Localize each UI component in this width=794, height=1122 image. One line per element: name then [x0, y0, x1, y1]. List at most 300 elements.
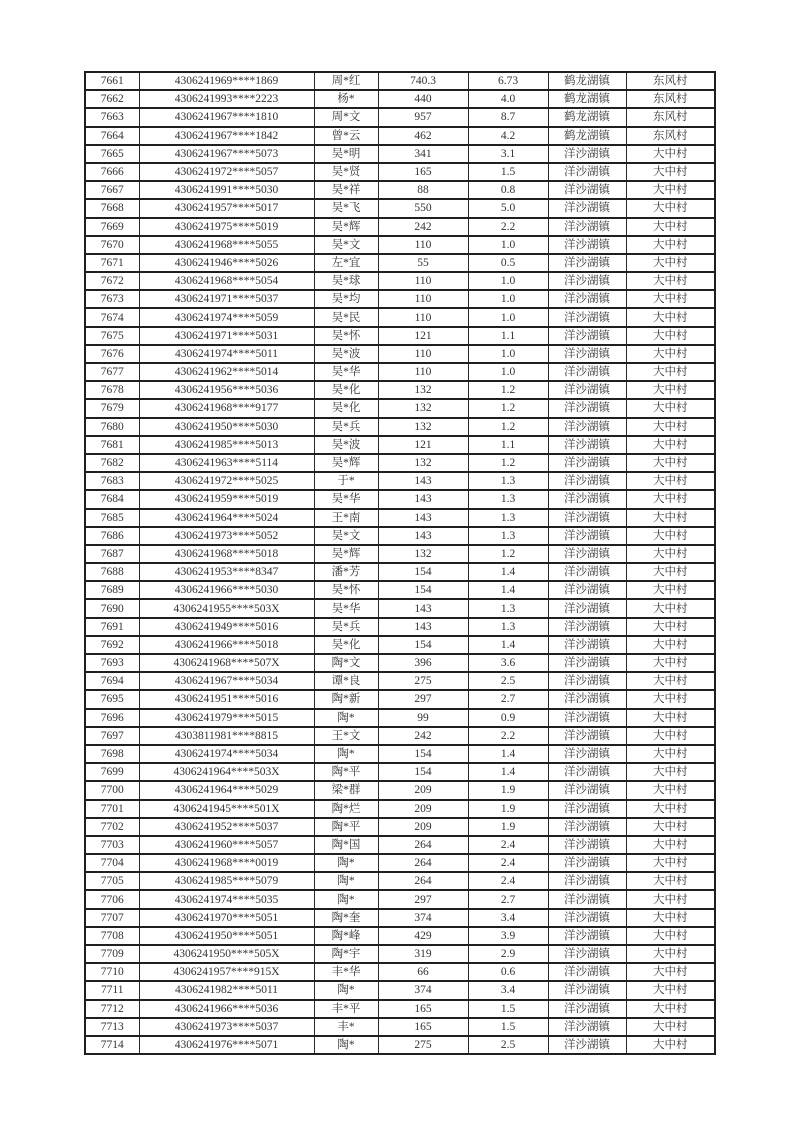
- cell-amount: 8.7: [468, 108, 548, 126]
- cell-town: 鹤龙湖镇: [548, 108, 626, 126]
- cell-town: 洋沙湖镇: [548, 654, 626, 672]
- cell-town: 洋沙湖镇: [548, 581, 626, 599]
- cell-name: 周*文: [314, 108, 378, 126]
- cell-village: 大中村: [626, 454, 715, 472]
- cell-id: 4306241972****5057: [139, 163, 314, 181]
- cell-area: 154: [378, 636, 468, 654]
- cell-area: 957: [378, 108, 468, 126]
- cell-id: 4306241966****5030: [139, 581, 314, 599]
- cell-area: 121: [378, 327, 468, 345]
- cell-id: 4306241971****5037: [139, 290, 314, 308]
- cell-town: 洋沙湖镇: [548, 363, 626, 381]
- cell-serial: 7710: [85, 963, 139, 981]
- cell-amount: 1.9: [468, 781, 548, 799]
- cell-serial: 7711: [85, 981, 139, 999]
- table-row: [85, 490, 715, 508]
- cell-serial: 7672: [85, 272, 139, 290]
- cell-serial: 7700: [85, 781, 139, 799]
- table-row: [85, 145, 715, 163]
- cell-serial: 7696: [85, 709, 139, 727]
- cell-village: 大中村: [626, 909, 715, 927]
- cell-area: 88: [378, 181, 468, 199]
- cell-amount: 1.0: [468, 345, 548, 363]
- cell-amount: 1.2: [468, 399, 548, 417]
- cell-town: 洋沙湖镇: [548, 1036, 626, 1054]
- cell-serial: 7687: [85, 545, 139, 563]
- cell-id: 4306241959****5019: [139, 490, 314, 508]
- table-row: [85, 581, 715, 599]
- cell-amount: 1.4: [468, 563, 548, 581]
- cell-amount: 3.6: [468, 654, 548, 672]
- cell-area: 110: [378, 236, 468, 254]
- cell-serial: 7663: [85, 108, 139, 126]
- table-row: [85, 963, 715, 981]
- cell-town: 洋沙湖镇: [548, 254, 626, 272]
- cell-town: 洋沙湖镇: [548, 618, 626, 636]
- cell-name: 吴*华: [314, 490, 378, 508]
- cell-town: 洋沙湖镇: [548, 636, 626, 654]
- cell-town: 洋沙湖镇: [548, 545, 626, 563]
- cell-serial: 7701: [85, 800, 139, 818]
- cell-area: 429: [378, 927, 468, 945]
- cell-town: 洋沙湖镇: [548, 836, 626, 854]
- cell-name: 丰*: [314, 1018, 378, 1036]
- cell-amount: 1.3: [468, 509, 548, 527]
- cell-name: 周*红: [314, 72, 378, 90]
- table-row: [85, 1018, 715, 1036]
- cell-amount: 1.3: [468, 618, 548, 636]
- cell-id: 4306241975****5019: [139, 218, 314, 236]
- cell-town: 洋沙湖镇: [548, 199, 626, 217]
- cell-id: 4306241956****5036: [139, 381, 314, 399]
- cell-amount: 1.5: [468, 1000, 548, 1018]
- cell-id: 4306241966****5036: [139, 1000, 314, 1018]
- cell-amount: 2.5: [468, 1036, 548, 1054]
- cell-village: 大中村: [626, 418, 715, 436]
- cell-serial: 7694: [85, 672, 139, 690]
- cell-amount: 1.4: [468, 636, 548, 654]
- table-row: [85, 72, 715, 90]
- table-row: [85, 345, 715, 363]
- cell-village: 大中村: [626, 399, 715, 417]
- cell-serial: 7665: [85, 145, 139, 163]
- cell-serial: 7699: [85, 763, 139, 781]
- table-row: [85, 672, 715, 690]
- cell-serial: 7669: [85, 218, 139, 236]
- cell-town: 洋沙湖镇: [548, 1018, 626, 1036]
- cell-amount: 3.9: [468, 927, 548, 945]
- cell-name: 王*文: [314, 727, 378, 745]
- cell-area: 143: [378, 599, 468, 617]
- cell-town: 鹤龙湖镇: [548, 90, 626, 108]
- cell-name: 陶*国: [314, 836, 378, 854]
- cell-id: 4306241950****5051: [139, 927, 314, 945]
- cell-name: 吴*怀: [314, 327, 378, 345]
- cell-town: 洋沙湖镇: [548, 818, 626, 836]
- cell-town: 洋沙湖镇: [548, 672, 626, 690]
- cell-amount: 2.4: [468, 854, 548, 872]
- cell-amount: 2.5: [468, 672, 548, 690]
- cell-id: 4306241971****5031: [139, 327, 314, 345]
- cell-amount: 3.4: [468, 981, 548, 999]
- cell-village: 大中村: [626, 436, 715, 454]
- cell-area: 165: [378, 163, 468, 181]
- cell-serial: 7666: [85, 163, 139, 181]
- cell-name: 吴*均: [314, 290, 378, 308]
- cell-town: 洋沙湖镇: [548, 327, 626, 345]
- cell-village: 大中村: [626, 618, 715, 636]
- cell-id: 4306241993****2223: [139, 90, 314, 108]
- cell-area: 132: [378, 418, 468, 436]
- cell-serial: 7689: [85, 581, 139, 599]
- cell-amount: 6.73: [468, 72, 548, 90]
- cell-village: 东风村: [626, 90, 715, 108]
- cell-area: 242: [378, 727, 468, 745]
- cell-name: 陶*: [314, 709, 378, 727]
- cell-name: 陶*文: [314, 654, 378, 672]
- cell-town: 洋沙湖镇: [548, 509, 626, 527]
- table-row: [85, 90, 715, 108]
- cell-serial: 7695: [85, 690, 139, 708]
- cell-id: 4306241972****5025: [139, 472, 314, 490]
- cell-village: 大中村: [626, 527, 715, 545]
- cell-town: 洋沙湖镇: [548, 145, 626, 163]
- table-row: [85, 399, 715, 417]
- cell-amount: 4.0: [468, 90, 548, 108]
- cell-area: 55: [378, 254, 468, 272]
- cell-name: 丰*华: [314, 963, 378, 981]
- cell-serial: 7703: [85, 836, 139, 854]
- table-row: [85, 472, 715, 490]
- cell-name: 吴*兵: [314, 418, 378, 436]
- cell-id: 4306241963****5114: [139, 454, 314, 472]
- cell-town: 洋沙湖镇: [548, 290, 626, 308]
- table-row: [85, 308, 715, 326]
- cell-town: 洋沙湖镇: [548, 563, 626, 581]
- cell-amount: 0.9: [468, 709, 548, 727]
- cell-name: 陶*峰: [314, 927, 378, 945]
- cell-village: 大中村: [626, 1018, 715, 1036]
- cell-serial: 7704: [85, 854, 139, 872]
- cell-town: 洋沙湖镇: [548, 909, 626, 927]
- cell-area: 121: [378, 436, 468, 454]
- cell-village: 大中村: [626, 290, 715, 308]
- cell-village: 大中村: [626, 199, 715, 217]
- table-row: [85, 836, 715, 854]
- cell-amount: 5.0: [468, 199, 548, 217]
- table-row: [85, 236, 715, 254]
- cell-amount: 0.8: [468, 181, 548, 199]
- cell-area: 132: [378, 545, 468, 563]
- cell-town: 洋沙湖镇: [548, 236, 626, 254]
- cell-id: 4306241974****5059: [139, 308, 314, 326]
- cell-town: 洋沙湖镇: [548, 454, 626, 472]
- cell-village: 大中村: [626, 163, 715, 181]
- cell-town: 洋沙湖镇: [548, 981, 626, 999]
- cell-village: 大中村: [626, 363, 715, 381]
- cell-id: 4306241957****915X: [139, 963, 314, 981]
- cell-name: 吴*化: [314, 381, 378, 399]
- cell-serial: 7702: [85, 818, 139, 836]
- table-row: [85, 454, 715, 472]
- table-row: [85, 981, 715, 999]
- cell-amount: 1.3: [468, 472, 548, 490]
- cell-name: 吴*明: [314, 145, 378, 163]
- cell-village: 东风村: [626, 127, 715, 145]
- cell-name: 吴*球: [314, 272, 378, 290]
- cell-id: 4306241957****5017: [139, 199, 314, 217]
- cell-village: 大中村: [626, 1036, 715, 1054]
- cell-area: 297: [378, 690, 468, 708]
- table-row: [85, 618, 715, 636]
- cell-village: 大中村: [626, 327, 715, 345]
- cell-amount: 1.1: [468, 436, 548, 454]
- cell-village: 大中村: [626, 781, 715, 799]
- cell-amount: 1.3: [468, 527, 548, 545]
- cell-id: 4306241964****5024: [139, 509, 314, 527]
- cell-area: 66: [378, 963, 468, 981]
- cell-id: 4306241974****5011: [139, 345, 314, 363]
- cell-town: 洋沙湖镇: [548, 399, 626, 417]
- table-row: [85, 599, 715, 617]
- cell-town: 洋沙湖镇: [548, 1000, 626, 1018]
- cell-name: 吴*文: [314, 236, 378, 254]
- cell-village: 大中村: [626, 490, 715, 508]
- cell-name: 陶*平: [314, 818, 378, 836]
- cell-town: 洋沙湖镇: [548, 490, 626, 508]
- cell-village: 大中村: [626, 763, 715, 781]
- cell-amount: 0.5: [468, 254, 548, 272]
- cell-area: 110: [378, 345, 468, 363]
- cell-name: 吴*飞: [314, 199, 378, 217]
- cell-amount: 1.0: [468, 363, 548, 381]
- cell-town: 洋沙湖镇: [548, 963, 626, 981]
- cell-area: 550: [378, 199, 468, 217]
- table-row: [85, 763, 715, 781]
- cell-village: 大中村: [626, 672, 715, 690]
- cell-amount: 1.2: [468, 545, 548, 563]
- cell-id: 4306241973****5052: [139, 527, 314, 545]
- cell-village: 大中村: [626, 581, 715, 599]
- cell-town: 洋沙湖镇: [548, 436, 626, 454]
- cell-name: 陶*: [314, 745, 378, 763]
- cell-area: 110: [378, 363, 468, 381]
- cell-amount: 1.4: [468, 763, 548, 781]
- cell-area: 110: [378, 308, 468, 326]
- table-row: [85, 127, 715, 145]
- cell-name: 陶*烂: [314, 800, 378, 818]
- cell-village: 大中村: [626, 381, 715, 399]
- table-row: [85, 1036, 715, 1054]
- cell-serial: 7697: [85, 727, 139, 745]
- cell-amount: 2.2: [468, 218, 548, 236]
- cell-area: 264: [378, 872, 468, 890]
- cell-area: 110: [378, 272, 468, 290]
- cell-amount: 2.9: [468, 945, 548, 963]
- table-row: [85, 909, 715, 927]
- cell-serial: 7681: [85, 436, 139, 454]
- cell-serial: 7714: [85, 1036, 139, 1054]
- cell-id: 4306241968****9177: [139, 399, 314, 417]
- cell-id: 4306241976****5071: [139, 1036, 314, 1054]
- cell-id: 4306241952****5037: [139, 818, 314, 836]
- cell-amount: 1.2: [468, 454, 548, 472]
- cell-town: 洋沙湖镇: [548, 527, 626, 545]
- cell-serial: 7685: [85, 509, 139, 527]
- cell-serial: 7688: [85, 563, 139, 581]
- cell-village: 大中村: [626, 981, 715, 999]
- cell-name: 于*: [314, 472, 378, 490]
- table-row: [85, 563, 715, 581]
- cell-village: 大中村: [626, 654, 715, 672]
- cell-name: 吴*贤: [314, 163, 378, 181]
- cell-village: 大中村: [626, 927, 715, 945]
- cell-id: 4306241964****503X: [139, 763, 314, 781]
- cell-area: 264: [378, 836, 468, 854]
- cell-id: 4306241973****5037: [139, 1018, 314, 1036]
- cell-village: 大中村: [626, 818, 715, 836]
- table-row: [85, 927, 715, 945]
- cell-serial: 7679: [85, 399, 139, 417]
- cell-serial: 7684: [85, 490, 139, 508]
- cell-amount: 4.2: [468, 127, 548, 145]
- table-row: [85, 436, 715, 454]
- cell-serial: 7709: [85, 945, 139, 963]
- cell-area: 242: [378, 218, 468, 236]
- cell-name: 陶*: [314, 854, 378, 872]
- cell-name: 曾*云: [314, 127, 378, 145]
- table-row: [85, 872, 715, 890]
- table-row: [85, 781, 715, 799]
- cell-id: 4306241953****8347: [139, 563, 314, 581]
- cell-amount: 1.4: [468, 581, 548, 599]
- cell-serial: 7673: [85, 290, 139, 308]
- cell-name: 吴*化: [314, 399, 378, 417]
- cell-village: 大中村: [626, 145, 715, 163]
- cell-serial: 7675: [85, 327, 139, 345]
- cell-village: 大中村: [626, 636, 715, 654]
- cell-amount: 1.0: [468, 308, 548, 326]
- cell-serial: 7686: [85, 527, 139, 545]
- cell-amount: 1.2: [468, 418, 548, 436]
- cell-town: 鹤龙湖镇: [548, 72, 626, 90]
- cell-serial: 7671: [85, 254, 139, 272]
- table-row: [85, 690, 715, 708]
- cell-serial: 7682: [85, 454, 139, 472]
- cell-id: 4306241945****501X: [139, 800, 314, 818]
- cell-area: 154: [378, 763, 468, 781]
- table-row: [85, 272, 715, 290]
- table-row: [85, 527, 715, 545]
- cell-serial: 7674: [85, 308, 139, 326]
- cell-town: 洋沙湖镇: [548, 854, 626, 872]
- cell-serial: 7677: [85, 363, 139, 381]
- cell-name: 潘*芳: [314, 563, 378, 581]
- table-row: [85, 1000, 715, 1018]
- cell-name: 吴*辉: [314, 218, 378, 236]
- cell-town: 洋沙湖镇: [548, 927, 626, 945]
- cell-town: 洋沙湖镇: [548, 599, 626, 617]
- cell-name: 谭*良: [314, 672, 378, 690]
- cell-id: 4306241964****5029: [139, 781, 314, 799]
- cell-village: 大中村: [626, 727, 715, 745]
- cell-area: 440: [378, 90, 468, 108]
- cell-name: 左*宜: [314, 254, 378, 272]
- data-table: [84, 71, 716, 1055]
- cell-id: 4306241967****1810: [139, 108, 314, 126]
- cell-name: 陶*新: [314, 690, 378, 708]
- cell-amount: 2.7: [468, 690, 548, 708]
- cell-area: 275: [378, 672, 468, 690]
- cell-id: 4306241967****1842: [139, 127, 314, 145]
- cell-serial: 7708: [85, 927, 139, 945]
- cell-id: 4306241967****5073: [139, 145, 314, 163]
- cell-serial: 7662: [85, 90, 139, 108]
- cell-town: 洋沙湖镇: [548, 890, 626, 908]
- cell-amount: 3.4: [468, 909, 548, 927]
- table-row: [85, 218, 715, 236]
- table-row: [85, 545, 715, 563]
- table-row: [85, 509, 715, 527]
- cell-id: 4306241946****5026: [139, 254, 314, 272]
- cell-town: 洋沙湖镇: [548, 745, 626, 763]
- cell-id: 4306241974****5035: [139, 890, 314, 908]
- cell-id: 4306241967****5034: [139, 672, 314, 690]
- cell-area: 143: [378, 527, 468, 545]
- cell-id: 4303811981****8815: [139, 727, 314, 745]
- cell-town: 洋沙湖镇: [548, 345, 626, 363]
- cell-amount: 1.5: [468, 163, 548, 181]
- cell-area: 264: [378, 854, 468, 872]
- cell-area: 462: [378, 127, 468, 145]
- cell-village: 大中村: [626, 236, 715, 254]
- cell-serial: 7678: [85, 381, 139, 399]
- cell-serial: 7690: [85, 599, 139, 617]
- cell-area: 154: [378, 745, 468, 763]
- cell-area: 740.3: [378, 72, 468, 90]
- cell-town: 洋沙湖镇: [548, 781, 626, 799]
- cell-name: 吴*辉: [314, 545, 378, 563]
- cell-amount: 2.7: [468, 890, 548, 908]
- cell-name: 陶*: [314, 981, 378, 999]
- cell-town: 洋沙湖镇: [548, 272, 626, 290]
- table-row: [85, 163, 715, 181]
- cell-name: 陶*宇: [314, 945, 378, 963]
- cell-town: 洋沙湖镇: [548, 381, 626, 399]
- table-row: [85, 727, 715, 745]
- cell-area: 374: [378, 981, 468, 999]
- table-row: [85, 890, 715, 908]
- cell-name: 丰*平: [314, 1000, 378, 1018]
- cell-area: 341: [378, 145, 468, 163]
- table-row: [85, 254, 715, 272]
- cell-town: 洋沙湖镇: [548, 218, 626, 236]
- cell-amount: 2.4: [468, 872, 548, 890]
- cell-village: 大中村: [626, 1000, 715, 1018]
- cell-id: 4306241968****507X: [139, 654, 314, 672]
- cell-amount: 1.9: [468, 818, 548, 836]
- cell-id: 4306241979****5015: [139, 709, 314, 727]
- cell-id: 4306241968****5055: [139, 236, 314, 254]
- cell-amount: 1.9: [468, 800, 548, 818]
- cell-area: 143: [378, 618, 468, 636]
- cell-serial: 7683: [85, 472, 139, 490]
- cell-town: 洋沙湖镇: [548, 800, 626, 818]
- cell-area: 110: [378, 290, 468, 308]
- cell-name: 吴*波: [314, 345, 378, 363]
- cell-id: 4306241985****5079: [139, 872, 314, 890]
- cell-village: 大中村: [626, 599, 715, 617]
